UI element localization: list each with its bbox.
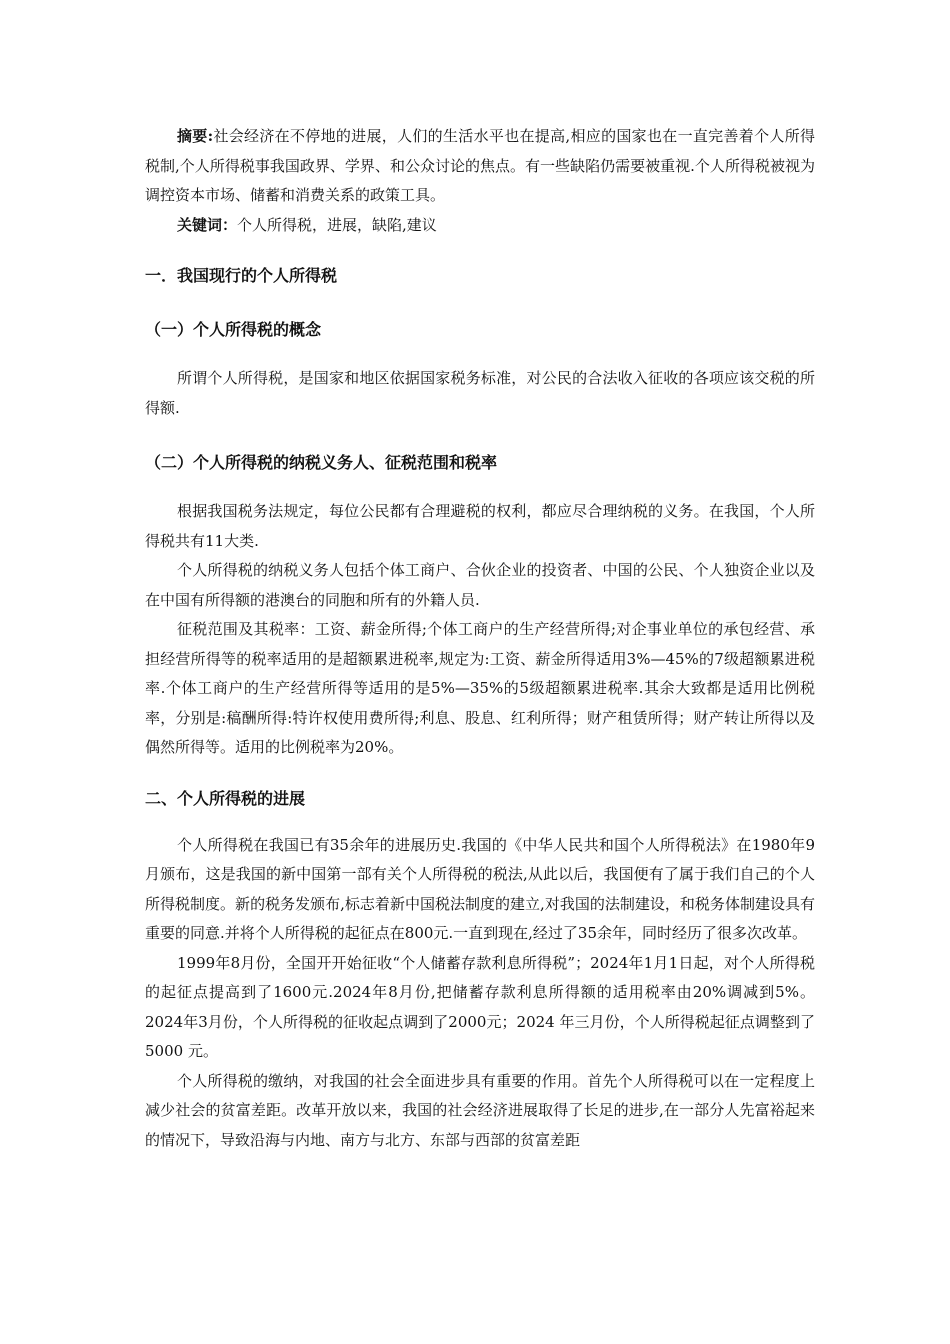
section2-paragraph-1: 个人所得税在我国已有35余年的进展历史.我国的《中华人民共和国个人所得税法》在1980年9月颁布，这是我国的新中国第一部有关个人所得税的税法,从此以后，我国便有了属于我们自己的个人所得税制度。新的税务发颁布,标志着新中国税法制度的建立,对我国的法制建设，和税务体制建设具有重要的同意.并将个人所得税的起征点在800元.一直到现在,经过了35余年，同时经历了很多次改革。 [145, 835, 815, 942]
keywords-text: 个人所得税，进展，缺陷,建议 [237, 215, 437, 234]
section1-sub2-paragraph-1: 根据我国税务法规定，每位公民都有合理避税的权利，都应尽合理纳税的义务。在我国，个人所得税共有11大类. [145, 502, 815, 550]
section2-paragraph-3: 个人所得税的缴纳，对我国的社会全面进步具有重要的作用。首先个人所得税可以在一定程度上减少社会的贫富差距。改革开放以来，我国的社会经济进展取得了长足的进步,在一部分人先富裕起来的情况下，导致沿海与内地、南方与北方、东部与西部的贫富差距 [145, 1071, 815, 1149]
abstract-text: 社会经济在不停地的进展，人们的生活水平也在提高,相应的国家也在一直完善着个人所得税制,个人所得税事我国政界、学界、和公众讨论的焦点。有一些缺陷仍需要被重视.个人所得税被视为调控资本市场、储蓄和消费关系的政策工具。 [145, 127, 815, 204]
section1-sub2-paragraph-2: 个人所得税的纳税义务人包括个体工商户、合伙企业的投资者、中国的公民、个人独资企业以及在中国有所得额的港澳台的同胞和所有的外籍人员. [145, 561, 815, 609]
abstract-paragraph [145, 122, 815, 211]
abstract-label: 摘要: [177, 127, 214, 145]
section1-sub2-heading: （二）个人所得税的纳税义务人、征税范围和税率 [145, 453, 498, 472]
section1-sub1-paragraph: 所谓个人所得税，是国家和地区依据国家税务标准，对公民的合法收入征收的各项应该交税的所得额. [145, 369, 815, 417]
section2-paragraph-2: 1999年8月份，全国开开始征收“个人储蓄存款利息所得税”；2024年1月1日起，对个人所得税的起征点提高到了1600元.2024年8月份,把储蓄存款利息所得额的适用税率由20%调减到5%。2024年3月份，个人所得税的征收起点调到了2000元；2024 年三月份，个人所得税起征点调整到了5000 元。 [145, 953, 815, 1060]
keywords-label: 关键词： [177, 215, 238, 234]
document-page [145, 122, 815, 1155]
section2-heading: 二、个人所得税的进展 [145, 788, 306, 808]
keywords-paragraph [145, 211, 815, 241]
section1-sub2-paragraph-3: 征税范围及其税率：工资、薪金所得;个体工商户的生产经营所得;对企事业单位的承包经营、承担经营所得等的税率适用的是超额累进税率,规定为:工资、薪金所得适用3%—45%的7级超额累进税率.个体工商户的生产经营所得等适用的是5%—35%的5级超额累进税率.其余大致都是适用比例税率，分别是:稿酬所得:特许权使用费所得;利息、股息、红利所得；财产租赁所得；财产转让所得以及偶然所得等。适用的比例税率为20%。 [145, 620, 815, 756]
section1-heading: 一．我国现行的个人所得税 [145, 266, 338, 285]
section1-sub1-heading: （一）个人所得税的概念 [145, 320, 322, 339]
